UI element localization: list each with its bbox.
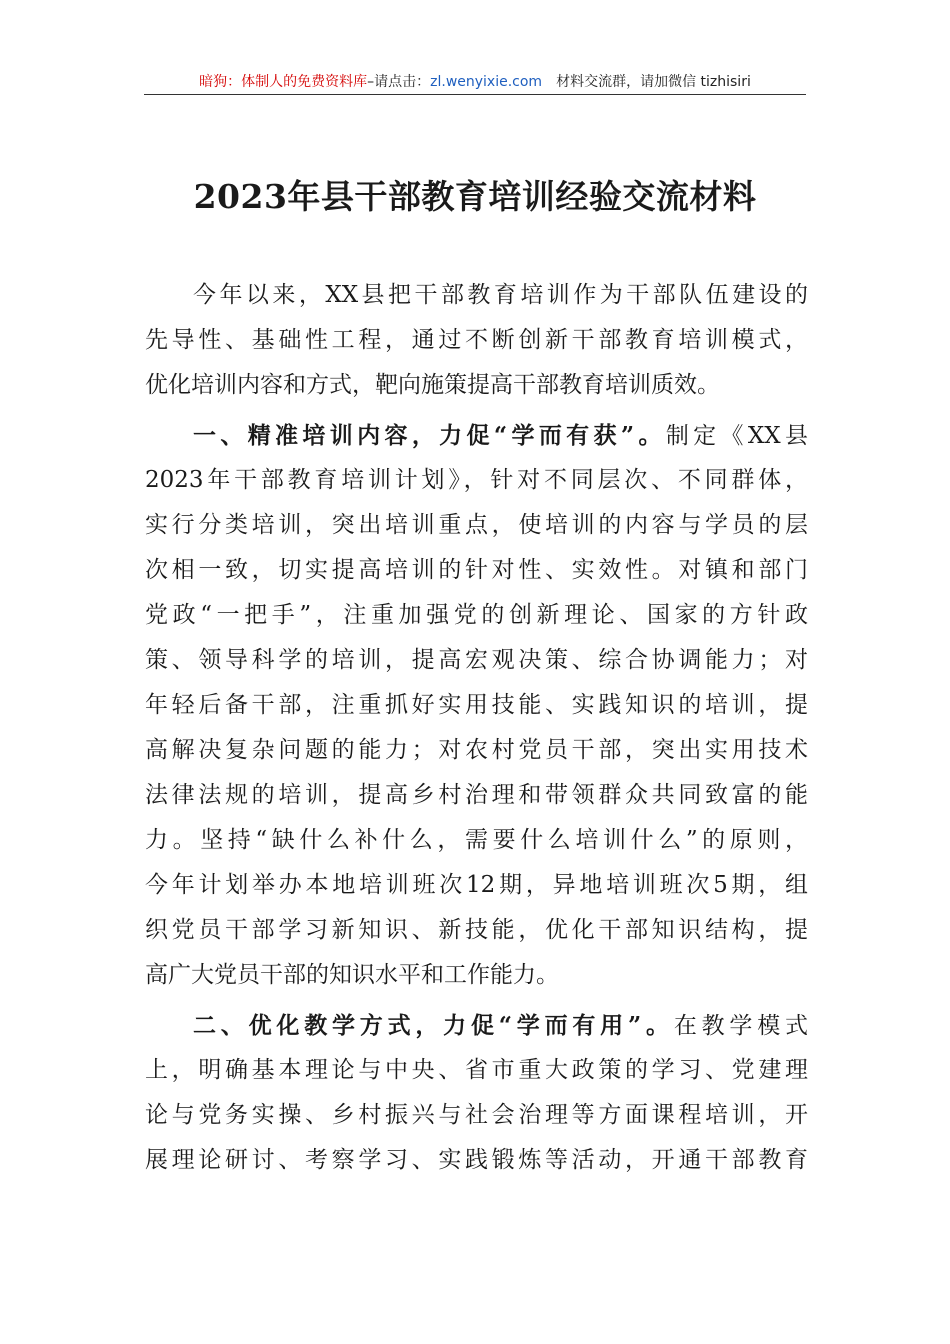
section1-line: 年轻后备干部，注重抓好实用技能、实践知识的培训，提	[145, 692, 808, 718]
section1-heading: 一、精准培训内容，力促“学而有获”。	[193, 422, 666, 449]
section1-line: 今年计划举办本地培训班次12期，异地培训班次5期，组	[145, 872, 808, 898]
document-title: 2023年县干部教育培训经验交流材料	[193, 177, 757, 216]
section2-heading: 二、优化教学方式，力促“学而有用”。	[193, 1012, 674, 1039]
section2-first-line-rest: 在教学模式	[673, 1013, 808, 1039]
section2-line: 论与党务实操、乡村振兴与社会治理等方面课程培训，开	[145, 1102, 808, 1128]
section1-line: 织党员干部学习新知识、新技能，优化干部知识结构，提	[145, 917, 808, 943]
document-body	[145, 273, 808, 1183]
section1-line: 次相一致，切实提高培训的针对性、实效性。对镇和部门	[145, 557, 808, 583]
section1-line: 党政“一把手”，注重加强党的创新理论、国家的方针政	[145, 602, 808, 628]
section1-line: 高解决复杂问题的能力；对农村党员干部，突出实用技术	[145, 737, 808, 763]
header-site-name: 暗狗：体制人的免费资料库	[199, 74, 368, 90]
section1-line: 2023年干部教育培训计划》，针对不同层次、不同群体，	[145, 467, 808, 493]
intro-line: 优化培训内容和方式，靶向施策提高干部教育培训质效。	[145, 372, 720, 398]
section2-line: 展理论研讨、考察学习、实践锻炼等活动，开通干部教育	[145, 1147, 808, 1173]
page-header	[144, 72, 806, 95]
intro-line: 今年以来，XX县把干部教育培训作为干部队伍建设的	[193, 282, 808, 308]
section1-first-line	[145, 413, 808, 458]
section2-first-line	[145, 1003, 808, 1048]
section1-line: 法律法规的培训，提高乡村治理和带领群众共同致富的能	[145, 782, 808, 808]
section1-line: 高广大党员干部的知识水平和工作能力。	[145, 962, 559, 988]
section1-first-line-rest: 制定《XX县	[665, 423, 808, 449]
header-click-prefix: –请点击：	[367, 74, 431, 90]
section2-line: 上，明确基本理论与中央、省市重大政策的学习、党建理	[145, 1057, 808, 1083]
section1-line: 力。坚持“缺什么补什么，需要什么培训什么”的原则，	[145, 827, 808, 853]
section1-line: 策、领导科学的培训，提高宏观决策、综合协调能力；对	[145, 647, 808, 673]
intro-line: 先导性、基础性工程，通过不断创新干部教育培训模式，	[145, 327, 808, 353]
header-url-link[interactable]: zl.wenyixie.com	[430, 74, 543, 90]
section1-line: 实行分类培训，突出培训重点，使培训的内容与学员的层	[145, 512, 808, 538]
header-wechat-note: 材料交流群，请加微信 tizhisiri	[556, 74, 751, 90]
